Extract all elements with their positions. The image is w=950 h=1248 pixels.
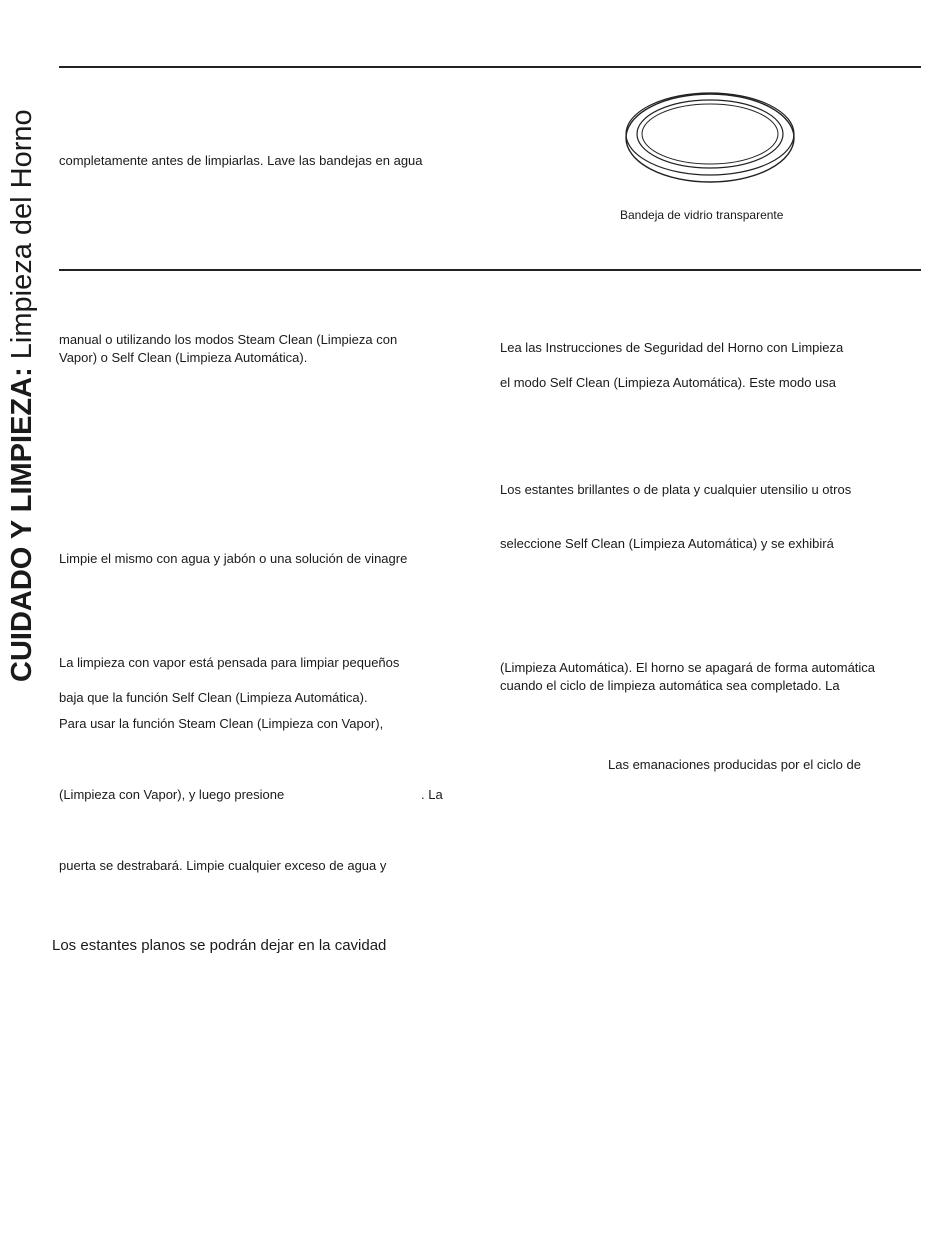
left-para-7: puerta se destrabará. Limpie cualquier exceso de agua y	[59, 858, 387, 873]
left-para-1-line-2: Vapor) o Self Clean (Limpieza Automática).	[59, 350, 308, 365]
right-para-1: Lea las Instrucciones de Seguridad del Horno con Limpieza	[500, 340, 844, 355]
left-para-4: baja que la función Self Clean (Limpieza Automática).	[59, 690, 368, 705]
right-para-5-line-1: (Limpieza Automática). El horno se apagará de forma automática	[500, 660, 876, 675]
right-para-5-line-2: cuando el ciclo de limpieza automática sea completado. La	[500, 678, 840, 693]
right-para-4: seleccione Self Clean (Limpieza Automática) y se exhibirá	[500, 536, 834, 551]
right-para-2: el modo Self Clean (Limpieza Automática). Este modo usa	[500, 375, 837, 390]
tray-caption: Bandeja de vidrio transparente	[620, 208, 784, 222]
right-para-6: Las emanaciones producidas por el ciclo de	[608, 757, 861, 772]
left-para-3: La limpieza con vapor está pensada para limpiar pequeños	[59, 655, 400, 670]
section-title-main: CUIDADO Y LIMPIEZA:	[6, 367, 38, 682]
left-para-6-end: . La	[421, 787, 443, 802]
left-para-5: Para usar la función Steam Clean (Limpieza con Vapor),	[59, 716, 384, 731]
left-para-6-start: (Limpieza con Vapor), y luego presione	[59, 787, 285, 802]
top-divider	[59, 66, 921, 68]
section-title	[2, 0, 42, 686]
middle-divider	[59, 269, 921, 271]
glass-tray-icon	[622, 92, 798, 191]
left-para-2: Limpie el mismo con agua y jabón o una solución de vinagre	[59, 551, 408, 566]
tray-cleaning-text: completamente antes de limpiarlas. Lave las bandejas en agua	[59, 153, 423, 168]
section-title-sub: Limpieza del Horno	[6, 109, 38, 360]
left-para-8: Los estantes planos se podrán dejar en la cavidad	[52, 937, 387, 954]
right-para-3: Los estantes brillantes o de plata y cualquier utensilio u otros	[500, 482, 852, 497]
left-para-1-line-1: manual o utilizando los modos Steam Clean (Limpieza con	[59, 332, 398, 347]
